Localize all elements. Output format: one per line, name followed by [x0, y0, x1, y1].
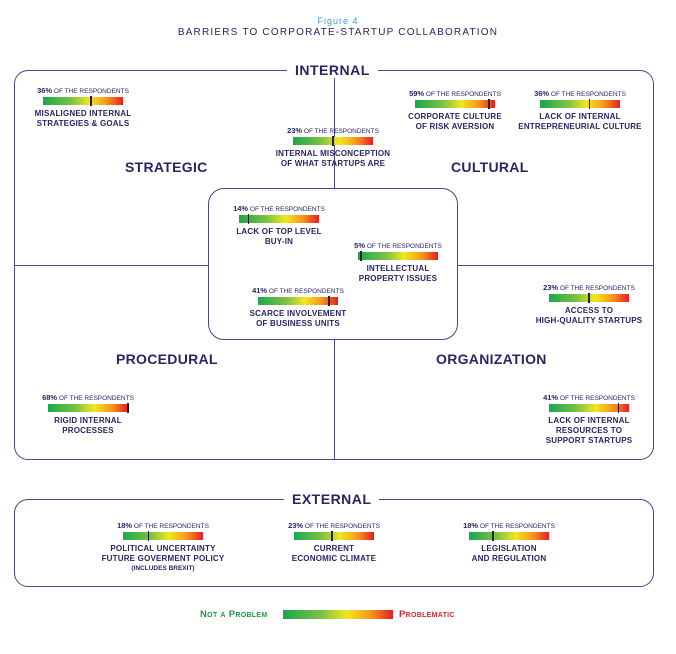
severity-marker: [328, 296, 330, 306]
severity-bar: [258, 297, 338, 305]
respondents-suffix: OF THE RESPONDENTS: [550, 91, 626, 98]
barrier-label: INTERNAL MISCONCEPTION OF WHAT STARTUPS ARE: [275, 149, 391, 168]
severity-marker: [588, 293, 590, 303]
percentage-value: 68%: [42, 393, 58, 402]
severity-bar: [293, 137, 373, 145]
severity-marker: [589, 99, 591, 109]
barrier-item: [249, 521, 419, 564]
barrier-item: [3, 393, 173, 436]
percentage-value: 18%: [117, 521, 133, 530]
barrier-item: [0, 86, 168, 129]
percentage-line: [504, 283, 674, 292]
respondents-suffix: OF THE RESPONDENTS: [559, 395, 635, 402]
percentage-value: 23%: [288, 521, 304, 530]
barrier-label: CORPORATE CULTURE OF RISK AVERSION: [408, 112, 502, 131]
horizontal-divider-right: [457, 265, 654, 266]
percentage-line: [78, 521, 248, 530]
severity-marker: [488, 99, 490, 109]
percentage-line: [424, 521, 594, 530]
percentage-line: [0, 86, 168, 95]
percentage-value: 41%: [543, 393, 559, 402]
respondents-suffix: OF THE RESPONDENTS: [249, 206, 325, 213]
quadrant-strategic: STRATEGIC: [125, 159, 208, 175]
severity-bar: [239, 215, 319, 223]
severity-bar: [549, 404, 629, 412]
severity-marker: [127, 403, 129, 413]
severity-marker: [90, 96, 92, 106]
barrier-label: ACCESS TO HIGH-QUALITY STARTUPS: [535, 306, 643, 325]
quadrant-procedural: PROCEDURAL: [116, 351, 218, 367]
severity-marker: [248, 214, 250, 224]
barrier-item: [213, 286, 383, 329]
respondents-suffix: OF THE RESPONDENTS: [559, 285, 635, 292]
legend-not-a-problem: Not a Problem: [200, 609, 268, 620]
severity-bar: [294, 532, 374, 540]
quadrant-organization: ORGANIZATION: [436, 351, 547, 367]
barrier-label: RIGID INTERNAL PROCESSES: [54, 416, 122, 435]
barrier-item: [495, 89, 665, 132]
severity-bar: [123, 532, 203, 540]
percentage-value: 59%: [409, 89, 425, 98]
severity-marker: [332, 136, 334, 146]
percentage-line: [313, 241, 483, 250]
figure-title: BARRIERS TO CORPORATE-STARTUP COLLABORATION: [177, 27, 499, 38]
barrier-label: CURRENT ECONOMIC CLIMATE: [291, 544, 377, 563]
percentage-value: 36%: [37, 86, 53, 95]
external-title: EXTERNAL: [284, 491, 379, 507]
barrier-item: [313, 241, 483, 284]
barrier-item: [424, 521, 594, 564]
quadrant-cultural: CULTURAL: [451, 159, 529, 175]
barrier-label: LACK OF INTERNAL ENTREPRENEURIAL CULTURE: [518, 112, 642, 131]
severity-bar: [415, 100, 495, 108]
barrier-item: [78, 521, 248, 572]
severity-marker: [331, 531, 333, 541]
percentage-value: 36%: [534, 89, 550, 98]
percentage-line: [504, 393, 674, 402]
vertical-divider-bottom: [334, 340, 335, 460]
percentage-line: [249, 521, 419, 530]
severity-bar: [48, 404, 128, 412]
severity-marker: [148, 531, 150, 541]
respondents-suffix: OF THE RESPONDENTS: [479, 523, 555, 530]
respondents-suffix: OF THE RESPONDENTS: [366, 243, 442, 250]
barrier-label: INTELLECTUAL PROPERTY ISSUES: [358, 264, 438, 283]
barrier-note: (INCLUDES BREXIT): [131, 565, 195, 572]
percentage-value: 14%: [233, 204, 249, 213]
barrier-label: POLITICAL UNCERTAINTY FUTURE GOVERMENT POLICY: [101, 544, 225, 563]
severity-marker: [492, 531, 494, 541]
percentage-line: [495, 89, 665, 98]
percentage-value: 23%: [287, 126, 303, 135]
severity-marker: [360, 251, 362, 261]
barrier-label: MISALIGNED INTERNAL STRATEGIES & GOALS: [34, 109, 132, 128]
barrier-item: [504, 283, 674, 326]
figure-label: Figure 4: [317, 16, 359, 26]
barrier-label: LACK OF TOP LEVEL BUY-IN: [236, 227, 322, 246]
legend-gradient-bar: [283, 610, 393, 619]
respondents-suffix: OF THE RESPONDENTS: [53, 88, 129, 95]
respondents-suffix: OF THE RESPONDENTS: [304, 523, 380, 530]
severity-marker: [618, 403, 620, 413]
severity-bar: [540, 100, 620, 108]
barrier-item: [248, 126, 418, 169]
percentage-line: [3, 393, 173, 402]
severity-bar: [469, 532, 549, 540]
severity-bar: [43, 97, 123, 105]
respondents-suffix: OF THE RESPONDENTS: [58, 395, 134, 402]
respondents-suffix: OF THE RESPONDENTS: [303, 128, 379, 135]
barrier-label: SCARCE INVOLVEMENT OF BUSINESS UNITS: [249, 309, 347, 328]
legend-problematic: Problematic: [399, 609, 455, 620]
respondents-suffix: OF THE RESPONDENTS: [133, 523, 209, 530]
severity-bar: [549, 294, 629, 302]
percentage-line: [194, 204, 364, 213]
severity-bar: [358, 252, 438, 260]
percentage-value: 18%: [463, 521, 479, 530]
internal-title: INTERNAL: [287, 62, 378, 78]
barrier-item: [504, 393, 674, 446]
percentage-value: 41%: [252, 286, 268, 295]
respondents-suffix: OF THE RESPONDENTS: [268, 288, 344, 295]
percentage-value: 23%: [543, 283, 559, 292]
barrier-label: LACK OF INTERNAL RESOURCES TO SUPPORT STARTUPS: [545, 416, 633, 445]
percentage-value: 5%: [354, 241, 365, 250]
horizontal-divider-left: [14, 265, 208, 266]
percentage-line: [213, 286, 383, 295]
barrier-label: LEGISLATION AND REGULATION: [471, 544, 547, 563]
respondents-suffix: OF THE RESPONDENTS: [425, 91, 501, 98]
